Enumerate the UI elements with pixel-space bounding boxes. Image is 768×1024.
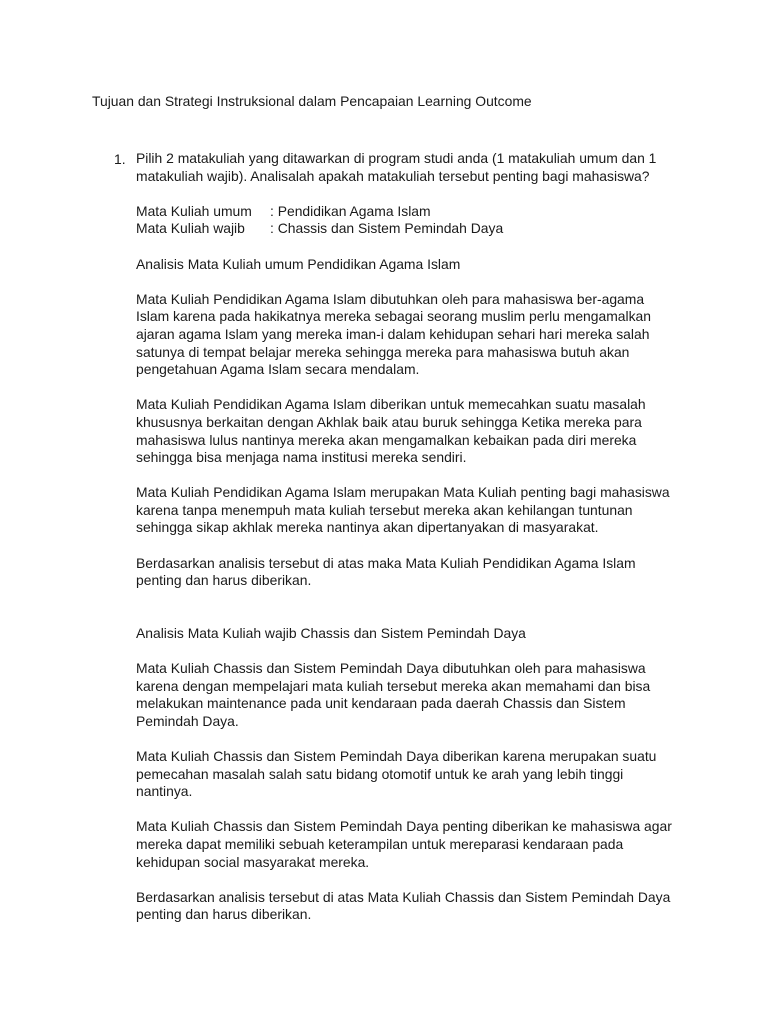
paragraph-line: Mata Kuliah Pendidikan Agama Islam dibutuhkan oleh para mahasiswa ber-agama [136,290,645,307]
course-value: : Pendidikan Agama Islam [270,202,431,219]
analysis-2-conclusion [136,889,696,924]
analysis-1-paragraph-2 [136,396,696,466]
paragraph-line: mereka dapat memiliki sebuah keterampilan untuk mereparasi kendaraan pada [136,835,624,852]
list-item-content [136,150,696,924]
paragraph-line: Mata Kuliah Pendidikan Agama Islam diberikan untuk memecahkan suatu masalah [136,396,646,413]
course-list [136,203,696,238]
paragraph-line: kehidupan social masyarakat mereka. [136,853,370,870]
paragraph-line: Mata Kuliah Pendidikan Agama Islam merupakan Mata Kuliah penting bagi mahasiswa [136,484,670,501]
list-item-number: 1. [114,151,126,167]
paragraph-line: mahasiswa lulus nantinya mereka akan mengamalkan kebaikan pada diri mereka [136,431,637,448]
paragraph-line: pengetahuan Agama Islam secara mendalam. [136,361,420,378]
analysis-2-paragraph-1 [136,660,696,730]
paragraph-line: Mata Kuliah Chassis dan Sistem Pemindah Daya dibutuhkan oleh para mahasiswa [136,660,646,677]
paragraph-line: Berdasarkan analisis tersebut di atas Mata Kuliah Chassis dan Sistem Pemindah Daya [136,888,671,905]
analysis-2-heading: Analisis Mata Kuliah wajib Chassis dan Sistem Pemindah Daya [136,624,526,641]
paragraph-line: khususnya berkaitan dengan Akhlak baik atau buruk sehingga Ketika mereka para [136,413,642,430]
paragraph-line: sehingga sikap akhlak mereka nantinya akan dipertanyakan di masyarakat. [136,519,599,536]
question-paragraph [136,150,696,185]
paragraph-line: melakukan maintenance pada unit kendaraan pada daerah Chassis dan Sistem [136,695,626,712]
paragraph-line: Pemindah Daya. [136,712,239,729]
question-line: Pilih 2 matakuliah yang ditawarkan di program studi anda (1 matakuliah umum dan 1 [136,150,657,166]
paragraph-line: nantinya. [136,783,193,800]
analysis-1-paragraph-3 [136,484,696,537]
paragraph-line: Mata Kuliah Chassis dan Sistem Pemindah Daya diberikan karena merupakan suatu [136,748,657,764]
analysis-1-heading: Analisis Mata Kuliah umum Pendidikan Agama Islam [136,255,461,272]
question-line: matakuliah wajib). Analisalah apakah matakuliah tersebut penting bagi mahasiswa? [136,167,650,184]
course-label: Mata Kuliah wajib [136,220,245,237]
course-value: : Chassis dan Sistem Pemindah Daya [270,220,504,237]
paragraph-line: Mata Kuliah Chassis dan Sistem Pemindah Daya penting diberikan ke mahasiswa agar [136,818,672,835]
course-row-wajib [136,220,696,238]
paragraph-line: ajaran agama Islam yang mereka iman-i dalam kehidupan sehari hari mereka salah [136,325,650,342]
paragraph-line: satunya di tempat belajar mereka sehingga mereka para mahasiswa butuh akan [136,343,630,360]
course-label: Mata Kuliah umum [136,202,252,219]
course-row-umum [136,203,696,221]
paragraph-line: karena tanpa menempuh mata kuliah tersebut mereka akan kehilangan tuntunan [136,501,633,518]
paragraph-line: pemecahan masalah salah satu bidang otomotif untuk ke arah yang lebih tinggi [136,765,624,782]
paragraph-line: penting dan harus diberikan. [136,906,312,923]
analysis-1-conclusion [136,555,696,590]
paragraph-line: karena dengan mempelajari mata kuliah tersebut mereka akan memahami dan bisa [136,677,651,694]
document-title: Tujuan dan Strategi Instruksional dalam Pencapaian Learning Outcome [92,93,532,109]
analysis-2-paragraph-2 [136,748,696,801]
paragraph-line: sehingga bisa menjaga nama institusi mereka sendiri. [136,449,467,466]
analysis-1-paragraph-1 [136,291,696,379]
paragraph-line: Berdasarkan analisis tersebut di atas maka Mata Kuliah Pendidikan Agama Islam [136,554,636,571]
paragraph-line: penting dan harus diberikan. [136,572,312,589]
analysis-2-paragraph-3 [136,818,696,871]
paragraph-line: Islam karena pada hakikatnya mereka sebagai seorang muslim perlu mengamalkan [136,308,651,325]
